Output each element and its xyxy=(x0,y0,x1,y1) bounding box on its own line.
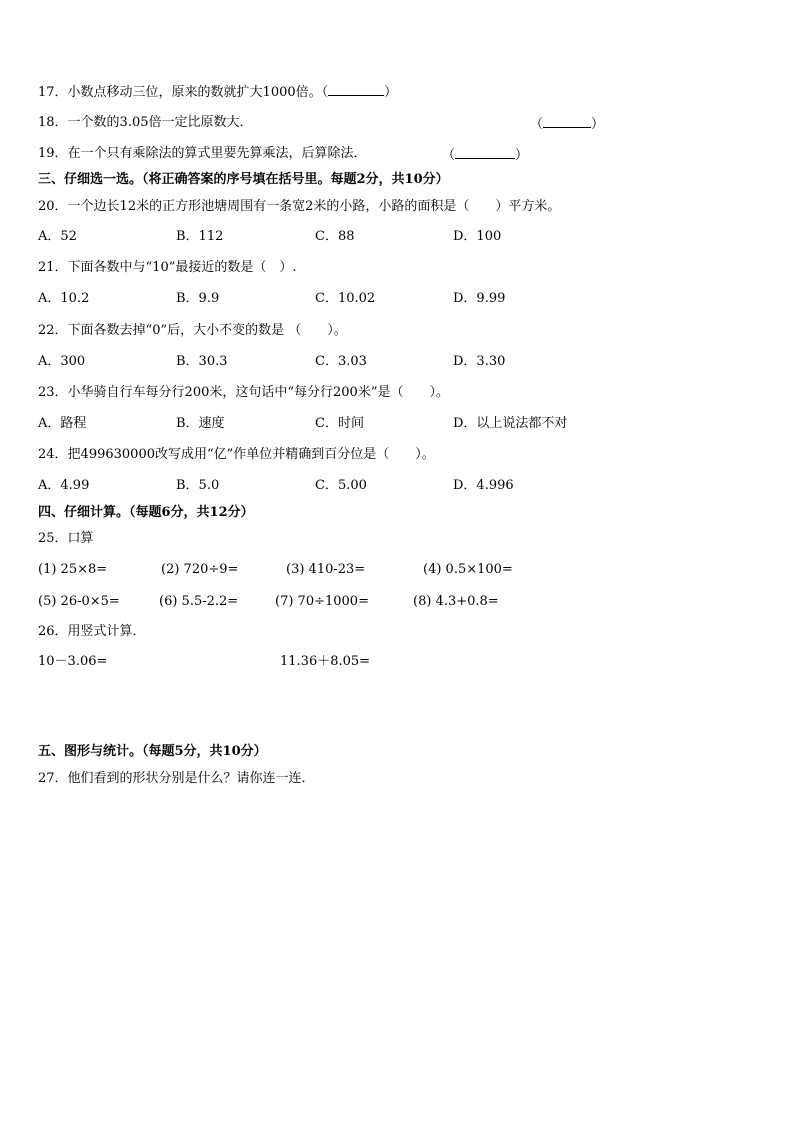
question-19-open: （ xyxy=(442,148,456,163)
answer-blank-17[interactable] xyxy=(328,83,384,96)
mental-calc-1: (1) 25×8= xyxy=(38,562,108,577)
option-21-b[interactable]: B．9.9 xyxy=(176,291,220,306)
section-5-heading: 五、图形与统计。（每题5分，共10分） xyxy=(38,744,267,759)
question-19-text: 19．在一个只有乘除法的算式里要先算乘法，后算除法． xyxy=(38,146,367,161)
option-23-c[interactable]: C．时间 xyxy=(315,416,364,431)
mental-calc-5: (5) 26-0×5= xyxy=(38,594,120,609)
question-18-open: （ xyxy=(530,117,544,132)
question-18-text: 18．一个数的3.05倍一定比原数大． xyxy=(38,115,253,130)
mental-calc-7: (7) 70÷1000= xyxy=(275,594,369,609)
answer-blank-18[interactable] xyxy=(543,115,591,128)
option-23-a[interactable]: A．路程 xyxy=(38,416,87,431)
question-18-close: ） xyxy=(591,117,605,132)
question-17 xyxy=(38,83,397,101)
question-17-text: 17．小数点移动三位，原来的数就扩大1000倍。（ xyxy=(38,85,329,100)
question-22-stem: 22．下面各数去掉“0”后，大小不变的数是 （ ）。 xyxy=(38,323,347,338)
question-25-label: 25．口算 xyxy=(38,531,94,546)
vertical-calc-1: 10－3.06= xyxy=(38,654,108,669)
option-20-b[interactable]: B．112 xyxy=(176,229,224,244)
section-3-heading: 三、仔细选一选。（将正确答案的序号填在括号里。每题2分，共10分） xyxy=(38,172,449,187)
mental-calc-6: (6) 5.5-2.2= xyxy=(159,594,239,609)
option-23-d[interactable]: D．以上说法都不对 xyxy=(453,416,568,431)
option-24-d[interactable]: D．4.996 xyxy=(453,478,514,493)
mental-calc-2: (2) 720÷9= xyxy=(161,562,239,577)
option-22-c[interactable]: C．3.03 xyxy=(315,354,367,369)
question-24-stem: 24．把499630000改写成用“亿”作单位并精确到百分位是（ ）。 xyxy=(38,447,435,462)
question-19-answer xyxy=(442,146,528,164)
option-22-a[interactable]: A．300 xyxy=(38,354,86,369)
option-22-b[interactable]: B．30.3 xyxy=(176,354,228,369)
vertical-calc-2: 11.36＋8.05= xyxy=(280,654,371,669)
question-17-close: ） xyxy=(384,85,398,100)
question-20-stem: 20．一个边长12米的正方形池塘周围有一条宽2米的小路，小路的面积是（ ）平方米。 xyxy=(38,199,561,214)
answer-blank-19[interactable] xyxy=(455,146,515,159)
question-27-text: 27．他们看到的形状分别是什么？请你连一连． xyxy=(38,771,315,786)
option-23-b[interactable]: B．速度 xyxy=(176,416,225,431)
section-4-heading: 四、仔细计算。（每题6分，共12分） xyxy=(38,505,254,520)
question-18-answer xyxy=(530,115,604,133)
mental-calc-3: (3) 410-23= xyxy=(286,562,366,577)
option-21-c[interactable]: C．10.02 xyxy=(315,291,376,306)
question-21-stem: 21．下面各数中与“10”最接近的数是（ ）. xyxy=(38,260,297,275)
option-22-d[interactable]: D．3.30 xyxy=(453,354,506,369)
option-24-c[interactable]: C．5.00 xyxy=(315,478,367,493)
option-20-a[interactable]: A．52 xyxy=(38,229,77,244)
mental-calc-8: (8) 4.3+0.8= xyxy=(413,594,499,609)
question-23-stem: 23．小华骑自行车每分行200米，这句话中“每分行200米”是（ ）。 xyxy=(38,385,449,400)
question-26-label: 26．用竖式计算． xyxy=(38,624,146,639)
option-20-d[interactable]: D．100 xyxy=(453,229,502,244)
option-24-a[interactable]: A．4.99 xyxy=(38,478,90,493)
option-20-c[interactable]: C．88 xyxy=(315,229,355,244)
question-19-close: ） xyxy=(515,148,529,163)
option-21-d[interactable]: D．9.99 xyxy=(453,291,506,306)
option-21-a[interactable]: A．10.2 xyxy=(38,291,90,306)
option-24-b[interactable]: B．5.0 xyxy=(176,478,220,493)
mental-calc-4: (4) 0.5×100= xyxy=(423,562,513,577)
